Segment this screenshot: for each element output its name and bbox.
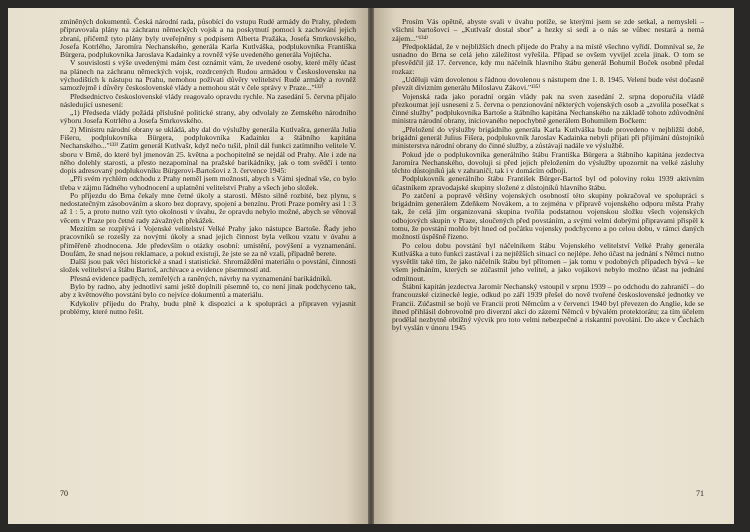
paragraph: zmíněných dokumentů. Česká národní rada, působící do vstupu Rudé armády do Prahy, předem připravovala plány na záchranu německých vojsk a na poskytnutí pomoci k zachování jejich zbraní, přičemž tyto plány byly uveřejněny s podpisem Alberta Pražáka, Josefa Smrkovského, Josefa Kotrlého, Jaromíra Nechanského, generála Karla Kutlváška, podplukovníka Františka Bürgera, podplukovníka Jaroslava Kadainky a rovněž výše uvedeného generála Vojtěcha. bbox=[60, 17, 356, 60]
right-page-text bbox=[392, 18, 704, 333]
paragraph: Mezitím se rozplývá i Vojenské velitelství Velké Prahy jako nástupce Bartoše. Řady jeho pracovníků se rozešly za novými úkoly a snad jejich činnost byla velkou vzatu v úvahu a přiměřeně zhodnocena. Jde především o otázky osobní: umístění, povýšení a vyznamenání. Doufám, že snad nejsou reklamace, a pokud existují, že jste se za ně vzali, případně berete. bbox=[60, 224, 356, 258]
paragraph: Předpokládal, že v nejbližších dnech přijede do Prahy a na místě všechno vyřídí. Domníval se, že usnadno do Brna se celá jeho záležitost vyřešila. Případ se ovšem vyvíjel zcela jinak. O tom se přesvědčil již 17. července, kdy mu náčelník hlavního štábu generál Bohumil Boček osobně předal rozkaz: bbox=[392, 41, 704, 76]
paragraph: V souvislosti s výše uvedenými mám čest oznámit vám, že uvedené osoby, které měly účast na plánech na záchranu německých vojsk, rozdrcených Rudou armádou v Československu na východištích k nástupu na Prahu, nemohou požívati důvěry velitelství Rudé armády a rovněž samozřejmě i důvěry československé vlády a nemohou stát v čele správy v Praze..."¹³²⁾ bbox=[60, 58, 356, 93]
page-number: 70 bbox=[60, 489, 68, 498]
page-number: 71 bbox=[696, 489, 704, 498]
paragraph: Po příjezdu do Brna čekaly mne četné úkoly a starosti. Město silně rozbité, bez plynu, s nedostatečným zásobováním a skoro bez dopravy, spojení a benzínu. Proti Praze poměry asi 1 : 3 až 1 : 5, a proto nutno vzít tyto okolnosti v úvahu, že opravdu nebylo možné, abych se věnoval věcem v Praze pro četné rady závažných překážek. bbox=[60, 190, 356, 225]
paragraph: Další jsou pak věci historické a snad i statistické. Shromáždění materiálu o povstání, činnosti složek velitelství a štábu Bartoš, archivace a evidence písemností atd. bbox=[60, 257, 356, 275]
paragraph: Předsednictvo československé vlády reagovalo opravdu rychle. Na zasedání 5. června přijalo následující usnesení: bbox=[60, 91, 356, 109]
right-page bbox=[374, 8, 734, 524]
paragraph: Po celou dobu povstání byl náčelníkem štábu Vojenského velitelství Velké Prahy generála Kutlváška a tuto funkci zastával i za nejtěžších situací co nejlépe. Jeho účast na jednání s Němci nutno vysvětlit také tím, že jako náčelník štábu byl přítomen – jak tomu v podobných případech bývá – ke všem jednáním, kterých se zúčastnil jeho velitel, a jako vojákovi nebylo možno účast na jednání odmítnout. bbox=[392, 240, 704, 283]
left-page bbox=[8, 8, 368, 524]
paragraph: „1) Předseda vlády požádá příslušné politické strany, aby odvolaly ze Zemského národního výboru Josefa Kotrlého a Josefa Smrkovského. bbox=[60, 108, 356, 126]
left-page-text bbox=[60, 18, 356, 316]
paragraph: Kdykoliv příjedu do Prahy, budu plně k dispozici a k spolupráci a připraven vyjasnit problémy, které nutno řešit. bbox=[60, 298, 356, 316]
paragraph: Přesná evidence padlých, zemřelých a raněných, návrhy na vyznamenání barikádníků. bbox=[70, 273, 332, 283]
paragraph: „Přeložení do výslužby brigádního generála Karla Kutlváška bude provedeno v nejbližší době, brigádní generál Julius Fišera, podplukovník Jaroslav Kadainka nebyli přijati při přijímání důstojníků ministerstva národní obrany do činné služby, a zůstávají nadále ve výslužbě. bbox=[392, 124, 704, 151]
paragraph: „Uděluji vám dovolenou s řádnou dovolenou s nástupem dne 1. 8. 1945. Velení bude vést dočasně převzít divizním generálu Miloslavu Zákovi."¹³⁵⁾ bbox=[392, 74, 704, 93]
paragraph: 2) Ministru národní obrany se ukládá, aby dal do výslužby generála Kutlvašra, generála Julia Fišeru, podplukovníka Bürgera, podplukovníka Kadainku a štábního kapitána Nechanského..."¹³³⁾ Zatím generál Kutlvašr, když nečo tušil, plnil dál funkci zatímního velitele V. sboru v Brně, do které byl jmenován 25. května a pochopitelně se nejdál od Prahy. Ale i zde na něho dolehly starosti, a přesto nezapomínal na pražské barikádníky, jak o tom svědčí i tento dopis adresovaný podplukovníku Bürgerovi-Bartošovi z 3. července 1945: bbox=[60, 124, 356, 176]
paragraph: Po zatčení a popravě většiny vojenských osobností této skupiny pokračoval ve spolupráci s brigádním generálem Zdeňkem Novákem, a to zejména v přípravě vojenského odporu města Prahy tak, že celá jím organizovaná skupina tvořila podstatnou vojenskou složku všech vojenských odbojových skupin v Praze, sloučených před povstáním, a svými velmi dobrými připravami přispěl k tomu, že povstání mohlo být hned od počátku vojensky podchyceno a po celou dobu, v rámci daných možností úspěšně řízeno. bbox=[392, 190, 704, 242]
paragraph: Podplukovník generálního štábu František Bürger-Bartoš byl od poloviny roku 1939 aktivním účastníkem zpravodajské skupiny složené z důstojníků hlavního štábu. bbox=[392, 174, 704, 192]
paragraph: „Při svém rychlém odchodu z Prahy neměl jsem možnosti, abych s Vámi sjednal vše, co bylo třeba v zájmu řádného vyhodnocení a uplatnění velitelství Prahy a všech jeho složek. bbox=[60, 174, 356, 192]
paragraph: Bylo by radno, aby jednotliví sami ještě doplnili písemně to, co není jinak podchyceno tak, aby z květnového povstání bylo co nejvíce dokumentů a materiálu. bbox=[60, 282, 356, 300]
paragraph: Štábní kapitán jezdectva Jaromír Nechanský vstoupil v srpnu 1939 – po odchodu do zahraničí – do francouzské cizinecké legie, odkud po září 1939 přešel do nově tvořené československé jednotky ve Francii. Zúčastnil se bojů ve Francii proti Němcům a v červenci 1940 byl převezen do Anglie, kde se ihned přihlásil dobrovolně pro diverzní akci do zázemí Němců v bývalém protektorátu; za tím účelem prodělal nezbytně obtížný výcvik pro toto velmi nebezpečné a riskantní povolání. Do akce v Čechách byl vyslán v únoru 1945 bbox=[392, 282, 704, 333]
paragraph: Vojenská rada jako poradní orgán vlády pak na sven zasedání 2. srpna doporučila vládě přezkoumat její usnesení z 5. června o penzionování některých vojenských osob a „zvolila posečkat s činné služby" podplukovníka Bartoše a štábního kapitána Nechanského na základě tohoto zdůvodnění ministra národní obrany, iniciovaného nepochybně generálem Bohumilem Bočkem: bbox=[392, 91, 704, 126]
paragraph: Prosím Vás opětně, abyste svali v úvahu potíže, se kterými jsem se zde setkal, a nemysleli – všichni bartošovci – „Kutlvašr dostal sbor" a hezky si sedí a o nás se vůbec nestará a nemá zájem..."¹³⁴⁾ bbox=[392, 17, 704, 43]
paragraph: Pokud jde o podplukovníka generálního štábu Františka Bürgera a štábního kapitána jezdectva Jaromíra Nechanského, dovoluji si před jejich přeložením do výslužby upozornit na velké zásluhy těchto důstojníků jak v zahraničí, tak i v domácím odboji. bbox=[392, 149, 704, 176]
